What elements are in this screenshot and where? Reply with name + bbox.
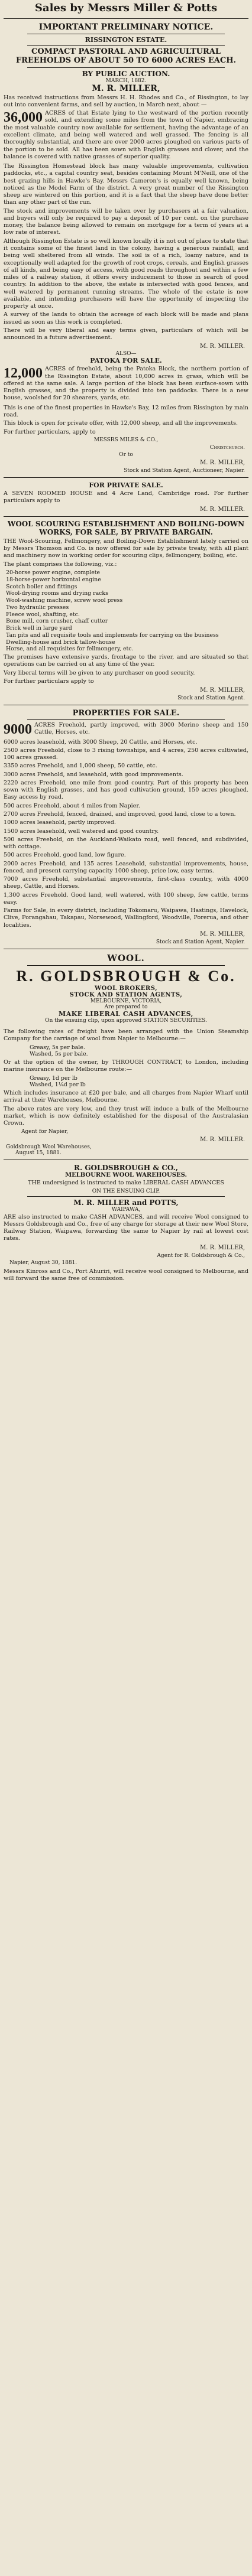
acres-block bbox=[4, 722, 248, 738]
signature-title: Stock and Station Agent, Auctioneer, Napier. bbox=[124, 467, 245, 474]
paragraph: Although Rissington Estate is so well known locally it is not out of place to state that it contains some of the finest land in the colony, having a generous rainfall, and being well sheltered from all winds. The soil is of a rich, loamy nature, and is exceptionally well adapted for the growth of root crops, cereals, and English grasses of all kinds, and being easy of access, with good roads throughout and within a few miles of a railway station, it offers every inducement to those in search of good country. In addition to the above, the estate is intersected with good fences, and well watered by permanent running streams. The whole of the estate is now available, and intending purchasers will have the opportunity of inspecting the property at once. bbox=[4, 237, 248, 310]
rissington-ad bbox=[4, 22, 248, 350]
list-item: 1500 acres leasehold, well watered and good country. bbox=[4, 828, 159, 835]
list-item: Wool-washing machine, screw wool press bbox=[6, 597, 123, 604]
list-item: 500 acres Freehold, about 4 miles from Napier. bbox=[4, 802, 140, 809]
wool-scouring-ad bbox=[4, 520, 248, 701]
list-item: 500 acres Freehold, on the Auckland-Waikato road, well fenced, and subdivided, with cottage. bbox=[4, 836, 248, 851]
section-heading: FOR PRIVATE SALE. bbox=[89, 481, 163, 489]
signature: M. R. MILLER, bbox=[200, 1244, 245, 1251]
signature: M. R. MILLER. bbox=[200, 1136, 245, 1144]
section-heading: R. GOLDSBROUGH & CO., bbox=[73, 1164, 178, 1173]
place-line: Goldsbrough Wool Warehouses, bbox=[6, 1144, 92, 1151]
list-item: Fleece wool, shafting, etc. bbox=[6, 611, 80, 618]
month: MARCH, 1882. bbox=[105, 77, 147, 84]
place: WAIPAWA, bbox=[111, 1206, 141, 1213]
divider bbox=[27, 719, 225, 720]
acres-block bbox=[4, 110, 248, 162]
list-item: 3000 acres Freehold, and leasehold, with good improvements. bbox=[4, 771, 183, 778]
paragraph: Messrs Kinross and Co., Port Ahuriri, will receive wool consigned to Melbourne, and will forward the same free of commission. bbox=[4, 1268, 248, 1282]
acres-figure: 12,000 bbox=[4, 366, 43, 382]
paragraph: Very liberal terms will be given to any purchaser on good security. bbox=[4, 669, 195, 676]
section-heading: WOOL SCOURING ESTABLISHMENT AND BOILING-DOWN WORKS, FOR SALE, BY PRIVATE BARGAIN. bbox=[7, 520, 245, 537]
list-item: 7000 acres Freehold, substantial improvements, first-class country, with 4000 sheep, Cattle, and Horses. bbox=[4, 876, 248, 890]
paragraph: For further particulars, apply to bbox=[4, 428, 96, 435]
list-item: 2220 acres Freehold, one mile from good country. Part of this property has been sown with English grasses, and has good cultivation ground, 150 acres ploughed. Easy access by road. bbox=[4, 779, 248, 801]
paragraph: The stock and improvements will be taken over by purchasers at a fair valuation, and buyers will only be required to pay a deposit of 10 per cent. on the purchase money, the balance being allowed to remain on mortgage for a term of years at a low rate of interest. bbox=[4, 207, 248, 236]
signature: M. R. MILLER. bbox=[200, 343, 245, 350]
headline: COMPACT PASTORAL AND AGRICULTURAL FREEHOLDS OF ABOUT 50 TO 6000 ACRES EACH. bbox=[15, 47, 237, 65]
divider bbox=[27, 67, 225, 68]
signature-title: Stock and Station Agent. bbox=[177, 695, 245, 702]
list-item: 2500 acres Freehold, close to 3 rising townships, and 4 acres, 250 acres cultivated, 100 acres grassed. bbox=[4, 747, 248, 761]
properties-ad bbox=[4, 709, 248, 945]
acres-figure: 36,000 bbox=[4, 110, 43, 126]
paragraph: This is one of the finest properties in Hawke's Bay, 12 miles from Rissington by main road. bbox=[4, 404, 248, 419]
date-line: Napier, August 30, 1881. bbox=[9, 1259, 77, 1266]
list-item: 1,300 acres Freehold. Good land, well watered, with 100 sheep, few cattle, terms easy. bbox=[4, 891, 248, 906]
paragraph: A SEVEN ROOMED HOUSE and 4 Acre Land, Cambridge road. For further particulars apply to bbox=[4, 490, 248, 504]
paragraph: There will be very liberal and easy terms given, particulars of which will be announced in a future advertisement. bbox=[4, 327, 248, 341]
list-item: Two hydraulic presses bbox=[6, 604, 69, 611]
paragraph: This block is open for private offer, with 12,000 sheep, and all the improvements. bbox=[4, 420, 238, 427]
auctioneer-name: M. R. MILLER, bbox=[92, 83, 160, 93]
company-logo: R. GOLDSBROUGH & Co. bbox=[16, 967, 236, 985]
freight-rates bbox=[4, 1044, 248, 1059]
paragraph: THE Wool-Scouring, Fellmongery, and Boiling-Down Establishment lately carried on by Messrs Thomson and Co. is now offered for sale by private treaty, with all plant and machinery now in working order for scouring clips, fellmongery, boiling, etc. bbox=[4, 538, 248, 559]
paragraph: ARE also instructed to make CASH ADVANCES, and will receive Wool consigned to Messrs Goldsbrough and Co., free of any charge for storage at their new Wool Store, Railway Station, Waipawa, forwarding the same to Napier by rail at lowest cost rates. bbox=[4, 1213, 248, 1242]
list-item: 20-horse power engine, complete bbox=[6, 569, 101, 576]
rate-line: Greasy, 5s per bale. bbox=[30, 1044, 85, 1051]
list-item: 3350 acres Freehold, and 1,000 sheep, 50 cattle, etc. bbox=[4, 763, 157, 770]
patoka-ad bbox=[4, 351, 248, 473]
paragraph: The following rates of freight have been arranged with the Union Steamship Company for the carriage of wool from Napier to Melbourne:— bbox=[4, 1028, 248, 1043]
list-item: 1000 acres leasehold, partly improved. bbox=[4, 819, 116, 826]
signature: M. R. MILLER. bbox=[200, 506, 245, 513]
paragraph: Or at the option of the owner, by THROUGH CONTRACT, to London, including marine insurance on the Melbourne route:— bbox=[4, 1059, 248, 1073]
auction-heading: BY PUBLIC AUCTION. bbox=[82, 69, 170, 78]
date-line: August 15, 1881. bbox=[15, 1150, 62, 1157]
list-item: 500 acres Freehold, good land, low figure. bbox=[4, 852, 126, 859]
list-item: 6000 acres leasehold, with 3000 Sheep, 20 Cattle, and Horses, etc. bbox=[4, 738, 198, 745]
list-item: Dwelling-house and brick tallow-house bbox=[6, 639, 115, 646]
masthead: Sales by Messrs Miller & Potts bbox=[34, 2, 218, 14]
private-sale-ad bbox=[4, 481, 248, 513]
paragraph: ACRES of freehold, being the Patoka Block, the northern portion of the Rissington Estate, about 10,000 acres in grass, which will be offered at the same sale. A large portion of the block has been surface-sown with English grasses, and the property is divided into ten paddocks. There is a new house, woolshed for 20 shearers, yards, etc. bbox=[4, 366, 248, 402]
list-item: 2700 acres Freehold, fenced, drained, and improved, good land, close to a town. bbox=[4, 810, 236, 818]
list-item: Wool-drying rooms and drying racks bbox=[6, 590, 108, 597]
list-item: Bone mill, corn crusher, chaff cutter bbox=[6, 618, 108, 625]
divider bbox=[4, 18, 248, 19]
paragraph: For further particulars apply to bbox=[4, 678, 94, 685]
paragraph: ACRES of that Estate lying to the westward of the portion recently sold, and extending some miles from the town of Napier, embracing the most valuable country now available for settlement, having the advantage of an excellent climate, and being well watered and well grassed. The fencing is all thoroughly substantial, and there are over 2000 acres ploughed on various parts of the portion to be sold. All has been sown with English grasses and clover, and the balance is covered with native grasses of superior quality. bbox=[4, 110, 248, 160]
agents-name: MESSRS MILES & CO., bbox=[93, 437, 159, 443]
subheading: MAKE LIBERAL CASH ADVANCES, bbox=[59, 1009, 193, 1018]
section-heading: PATOKA FOR SALE. bbox=[90, 357, 162, 365]
paragraph: A survey of the lands to obtain the acreage of each block will be made and plans issued as soon as this work is completed. bbox=[4, 311, 248, 325]
signature: M. R. MILLER, bbox=[200, 459, 245, 466]
paragraph: Farms for Sale, in every district, including Tokomaru, Waipawa, Hastings, Havelock, Clive, Porangahau, Takapau, Norsewood, Wallingford, Woodville, Porerua, and other localities. bbox=[4, 907, 248, 929]
goldsbrough-warehouses-ad bbox=[4, 1164, 248, 1194]
divider bbox=[4, 516, 248, 517]
signature: M. R. MILLER, bbox=[200, 930, 245, 937]
freight-rates-london bbox=[4, 1075, 248, 1089]
paragraph: Has received instructions from Messrs H. H. Rhodes and Co., of Rissington, to lay out into convenient farms, and sell by auction, in March next, about — bbox=[4, 94, 248, 108]
list-item: 2000 acres Freehold, and 135 acres Leasehold, substantial improvements, house, fenced, and present carrying capacity 1000 sheep, price low, easy terms. bbox=[4, 860, 248, 874]
text-line: Are prepared to bbox=[104, 1004, 148, 1010]
agent-label: Agent for Napier, bbox=[21, 1129, 69, 1135]
subheading: WOOL BROKERS, bbox=[94, 985, 158, 992]
section-heading: M. R. MILLER and POTTS, bbox=[73, 1198, 179, 1207]
divider bbox=[27, 1196, 225, 1197]
acres-figure: 9000 bbox=[4, 722, 32, 738]
subheading: STOCK AND STATION AGENTS, bbox=[69, 991, 183, 998]
or-label: Or to bbox=[119, 451, 133, 458]
paragraph: The plant comprises the following, viz.: bbox=[4, 561, 117, 568]
miller-potts-ad bbox=[4, 1199, 248, 1283]
paragraph: THE undersigned is instructed to make LIBERAL CASH ADVANCES bbox=[28, 1180, 224, 1187]
text-line: On the ensuing clip, upon approved STATION SECURITIES. bbox=[45, 1017, 207, 1024]
advertisement-column bbox=[4, 0, 248, 1289]
section-heading: WOOL. bbox=[107, 952, 145, 963]
divider bbox=[27, 45, 225, 46]
paragraph: Which includes insurance at £20 per bale, and all charges from Napier Wharf until arrival at their Warehouses, Melbourne. bbox=[4, 1090, 248, 1104]
paragraph: The above rates are very low, and they trust will induce a bulk of the Melbourne market, which is now definitely established for the disposal of the Australasian Crown. bbox=[4, 1105, 248, 1127]
section-heading: PROPERTIES FOR SALE. bbox=[72, 709, 180, 718]
estate-heading: RISSINGTON ESTATE. bbox=[85, 35, 167, 44]
signature-title: Stock and Station Agent, Napier. bbox=[156, 939, 245, 945]
rate-line: Washed, 5s per bale. bbox=[30, 1051, 88, 1058]
also-label: ALSO— bbox=[115, 351, 137, 357]
signature-title: Agent for R. Goldsbrough & Co., bbox=[157, 1252, 245, 1259]
agents-place: Christchurch. bbox=[209, 444, 245, 451]
divider bbox=[4, 477, 248, 478]
list-item: Brick well in large yard bbox=[6, 625, 72, 631]
location: MELBOURNE, VICTORIA, bbox=[90, 998, 162, 1004]
acres-block bbox=[4, 366, 248, 403]
paragraph: The Rissington Homestead block has many valuable improvements, cultivation paddocks, etc., a capital country seat, besides containing Mount M'Neill, one of the best grazing hills in Hawke's Bay. Messrs Cameron's is equally well known, being noticed as the Model Farm of the district. A very great number of the Rissington sheep are wintered on this portion, and it is a fact that the sheep have done better than any other part of the run. bbox=[4, 163, 248, 206]
goldsbrough-ad bbox=[4, 953, 248, 1156]
paragraph: The premises have extensive yards, frontage to the river, and are situated so that operations can be carried on at any time of the year. bbox=[4, 654, 248, 668]
text-line: ON THE ENSUING CLIP. bbox=[92, 1188, 160, 1194]
subheading: MELBOURNE WOOL WAREHOUSES. bbox=[65, 1172, 187, 1179]
rate-line: Washed, 1¼d per lb bbox=[30, 1082, 86, 1089]
rate-line: Greasy, 1d per lb bbox=[30, 1074, 77, 1082]
list-item: Scotch boiler and fittings bbox=[6, 583, 77, 590]
list-item: 18-horse-power horizontal engine bbox=[6, 576, 101, 583]
paragraph: ACRES Freehold, partly improved, with 3000 Merino sheep and 150 Cattle, Horses, etc. bbox=[34, 722, 248, 736]
notice-heading: IMPORTANT PRELIMINARY NOTICE. bbox=[38, 22, 214, 32]
divider bbox=[27, 965, 225, 966]
signature: M. R. MILLER, bbox=[200, 687, 245, 694]
plant-list bbox=[4, 569, 248, 653]
property-list bbox=[4, 739, 248, 907]
list-item: Horse, and all requisites for fellmongery, etc. bbox=[6, 646, 134, 653]
list-item: Tan pits and all requisite tools and implements for carrying on the business bbox=[6, 631, 219, 639]
